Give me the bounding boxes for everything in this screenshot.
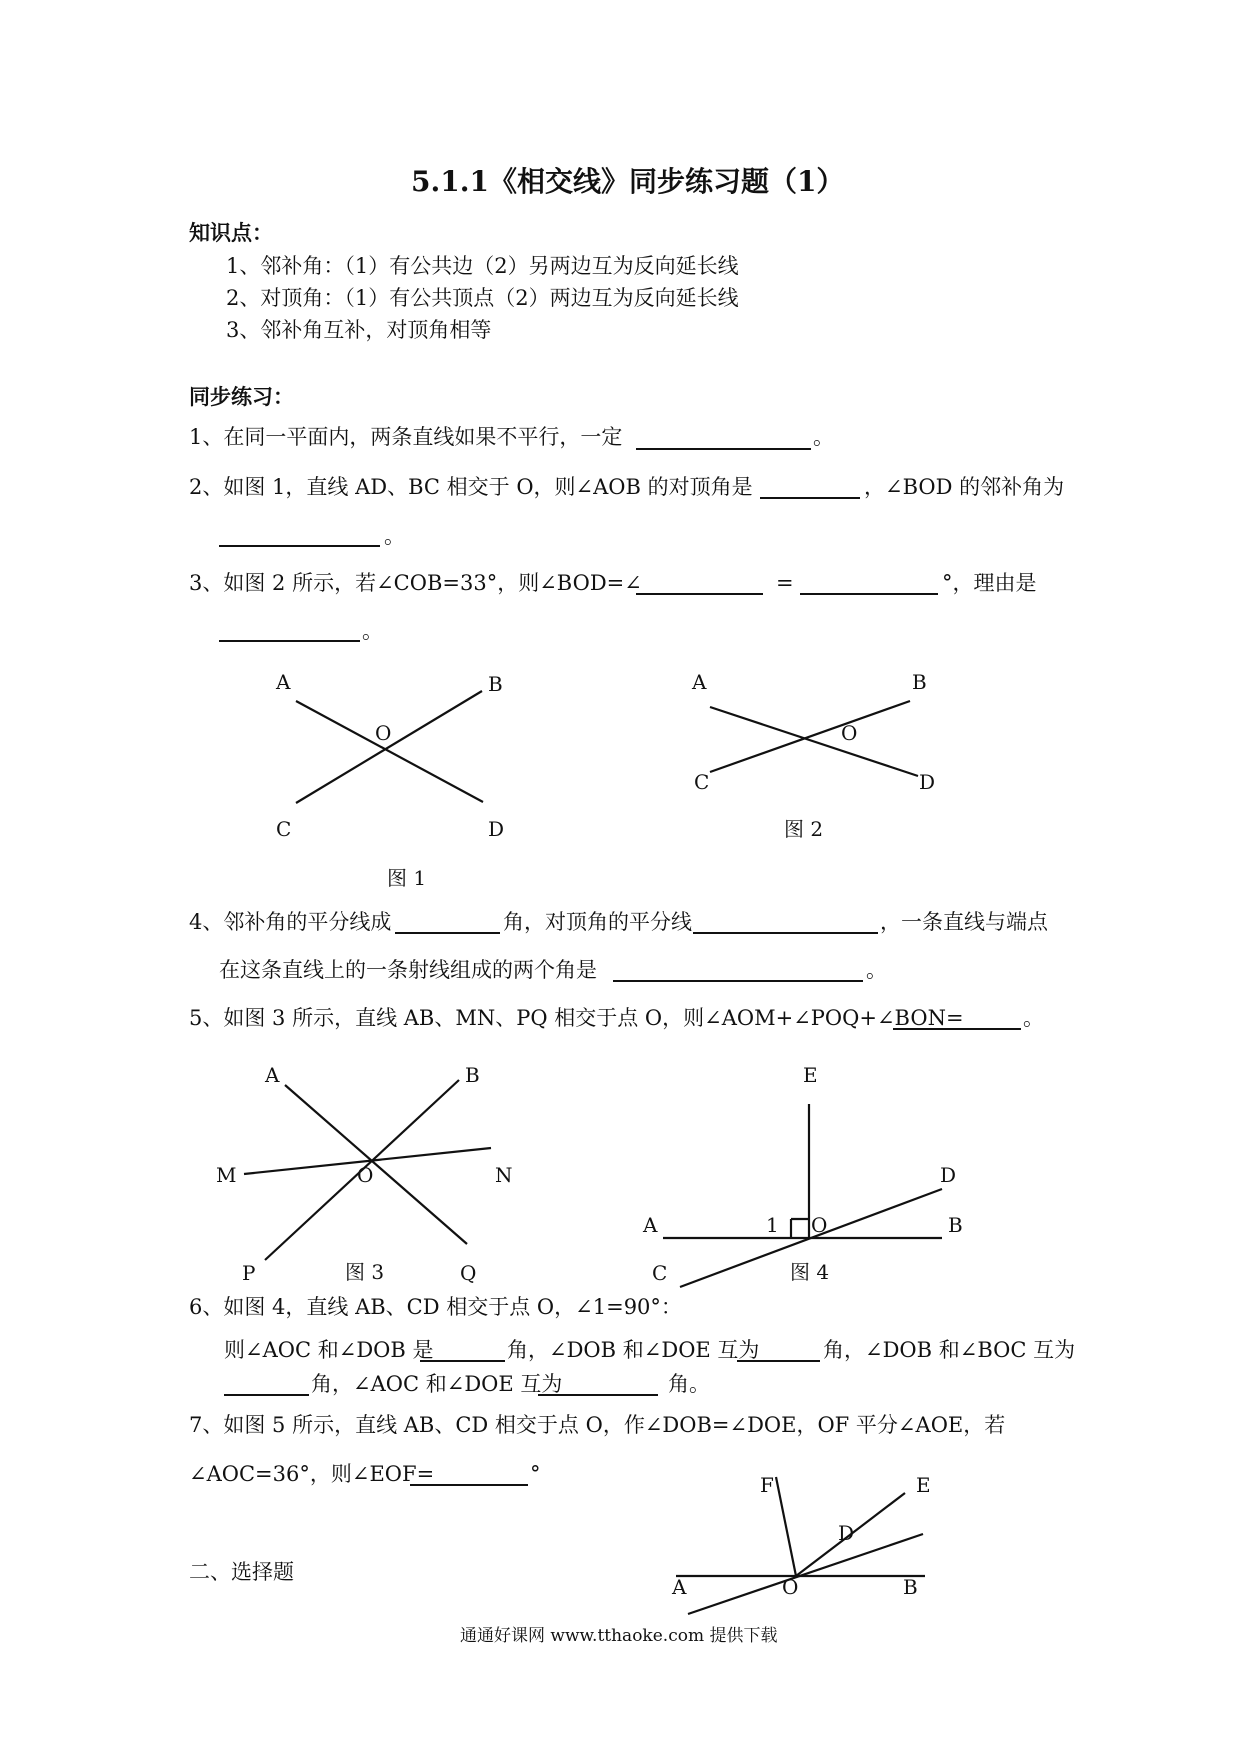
point-label: C <box>276 817 292 841</box>
point-label: N <box>495 1163 513 1187</box>
figure-4 <box>642 1063 963 1287</box>
question-3-equals: = <box>776 571 794 595</box>
question-6-text-c: 角，∠DOB 和∠DOE 互为 <box>507 1338 760 1362</box>
page-footer: 通通好课网 www.tthaoke.com 提供下载 <box>460 1626 778 1646</box>
question-7-text-b: ∠AOC=36°，则∠EOF= <box>189 1462 435 1486</box>
knowledge-item: 1、邻补角：（1）有公共边（2）另两边互为反向延长线 <box>226 254 739 278</box>
line-of <box>776 1477 796 1576</box>
page-title: 5.1.1《相交线》同步练习题（1） <box>411 165 845 198</box>
question-7-end: ° <box>530 1462 541 1486</box>
figure-caption: 图 2 <box>784 817 824 841</box>
point-label: D <box>919 770 936 794</box>
question-2-text-b: ，∠BOD 的邻补角为 <box>864 475 1065 499</box>
question-6-end: 角。 <box>668 1372 710 1396</box>
point-label: O <box>357 1163 374 1187</box>
point-label: C <box>694 770 710 794</box>
point-label: A <box>672 1575 687 1599</box>
figure-caption: 图 3 <box>345 1260 385 1284</box>
point-label: F <box>760 1473 774 1497</box>
line-bc <box>710 701 910 772</box>
question-4-text-d: 在这条直线上的一条射线组成的两个角是 <box>219 958 597 982</box>
point-label: O <box>375 721 392 745</box>
point-label: B <box>912 670 927 694</box>
point-label: B <box>903 1575 918 1599</box>
question-7-text: 7、如图 5 所示，直线 AB、CD 相交于点 O，作∠DOB=∠DOE，OF 平分∠AOE，若 <box>189 1413 1006 1437</box>
question-5-end: 。 <box>1023 1006 1044 1030</box>
figure-caption: 图 1 <box>387 866 427 890</box>
question-1-end: 。 <box>813 425 834 449</box>
question-4-text-b: 角，对顶角的平分线 <box>503 910 692 934</box>
section-heading: 二、选择题 <box>189 1560 294 1584</box>
figure-3 <box>216 1063 513 1285</box>
point-label: D <box>488 817 505 841</box>
point-label: O <box>811 1213 828 1237</box>
point-label: D <box>940 1163 957 1187</box>
point-label: P <box>242 1261 256 1285</box>
question-6-text-d: 角，∠DOB 和∠BOC 互为 <box>823 1338 1076 1362</box>
figure-1 <box>275 670 504 890</box>
question-4-end: 。 <box>866 958 887 982</box>
question-2-text: 2、如图 1，直线 AD、BC 相交于 O，则∠AOB 的对顶角是 <box>189 475 753 499</box>
point-label: D <box>838 1521 855 1545</box>
point-label: A <box>276 670 291 694</box>
point-label: A <box>692 670 707 694</box>
point-label: M <box>216 1163 237 1187</box>
knowledge-item: 3、邻补角互补，对顶角相等 <box>226 318 492 342</box>
line-cd <box>688 1534 923 1614</box>
point-label: E <box>803 1063 818 1087</box>
point-label: O <box>841 721 858 745</box>
point-label: B <box>465 1063 480 1087</box>
point-label: B <box>948 1213 963 1237</box>
point-label: O <box>782 1575 799 1599</box>
knowledge-item: 2、对顶角：（1）有公共顶点（2）两边互为反向延长线 <box>226 286 739 310</box>
point-label: C <box>652 1261 668 1285</box>
question-3-text: 3、如图 2 所示，若∠COB=33°，则∠BOD=∠ <box>189 571 642 595</box>
question-6-text-b: 则∠AOC 和∠DOB 是 <box>224 1338 434 1362</box>
question-2-end: 。 <box>384 524 405 548</box>
practice-heading: 同步练习： <box>189 384 294 409</box>
point-label: Q <box>460 1261 477 1285</box>
question-4-text: 4、邻补角的平分线成 <box>189 910 392 934</box>
point-label: A <box>265 1063 280 1087</box>
question-6-text: 6、如图 4，直线 AB、CD 相交于点 O，∠1=90°： <box>189 1295 682 1319</box>
question-3-end: 。 <box>362 619 383 643</box>
point-label: A <box>643 1213 658 1237</box>
point-label: B <box>488 672 503 696</box>
angle-label: 1 <box>766 1213 779 1237</box>
line-ad <box>710 707 918 776</box>
figure-5 <box>671 1473 931 1614</box>
point-label: E <box>916 1473 931 1497</box>
knowledge-heading: 知识点： <box>189 220 273 245</box>
question-4-text-c: ，一条直线与端点 <box>880 910 1048 934</box>
figure-2 <box>691 670 935 841</box>
question-5-text: 5、如图 3 所示，直线 AB、MN、PQ 相交于点 O，则∠AOM+∠POQ+∠BON= <box>189 1006 964 1030</box>
line-aq <box>285 1085 467 1244</box>
question-3-text-c: °，理由是 <box>942 571 1037 595</box>
question-6-text-e: 角，∠AOC 和∠DOE 互为 <box>311 1372 563 1396</box>
question-1-text: 1、在同一平面内，两条直线如果不平行，一定 <box>189 425 623 449</box>
figure-caption: 图 4 <box>790 1260 830 1284</box>
